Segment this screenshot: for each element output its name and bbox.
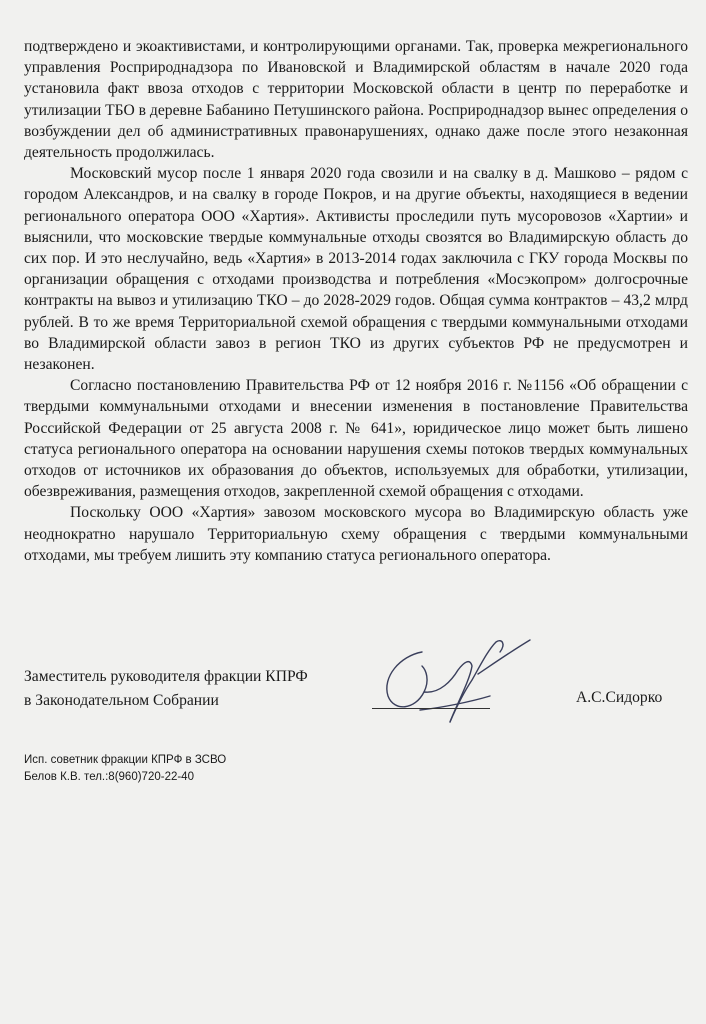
letter-body [24, 36, 688, 566]
executor-line-1: Исп. советник фракции КПРФ в ЗСВО [24, 754, 227, 766]
paragraph-1: подтверждено и экоактивистами, и контролирующими органами. Так, проверка межрегионального управления Росприроднадзора по Ивановской и Владимирской областям в начале 2020 года установила факт ввоза отходов с территории Московской области в центр по переработке и утилизации ТБО в деревне Бабанино Петушинского района. Росприроднадзор вынес определения о возбуждении дел об административных правонарушениях, однако даже после этого незаконная деятельность продолжилась. [24, 38, 688, 162]
executor-line-2: Белов К.В. тел.:8(960)720-22-40 [24, 771, 194, 783]
signature-line [372, 708, 490, 709]
paragraph-3: Согласно постановлению Правительства РФ от 12 ноября 2016 г. №1156 «Об обращении с твердыми коммунальными отходами и внесении изменения в постановление Правительства Российской Федерации от 25 августа 2008 г. № 641», юридическое лицо может быть лишено статуса регионального оператора на основании нарушения схемы потоков твердых коммунальных отходов от источников их образования до объектов, используемых для обработки, утилизации, обезвреживания, размещения отходов, закрепленной схемой обращения с отходами. [24, 377, 688, 501]
signatory-title-line-2: в Законодательном Собрании [24, 692, 219, 709]
signatory-title [24, 665, 308, 713]
executor-info [24, 752, 226, 786]
handwritten-signature [360, 622, 600, 732]
signatory-name: А.С.Сидорко [576, 689, 663, 706]
paragraph-2: Московский мусор после 1 января 2020 года свозили и на свалку в д. Машково – рядом с городом Александров, и на свалку в городе Покров, и на другие объекты, находящиеся в ведении регионального оператора ООО «Хартия». Активисты проследили путь мусоровозов «Хартии» и выяснили, что московские твердые коммунальные отходы свозятся во Владимирскую область до сих пор. И это неслучайно, ведь «Хартия» в 2013-2014 годах заключила с ГКУ города Москвы по организации обращения с отходами производства и потребления «Мосэкопром» долгосрочные контракты на вывоз и утилизацию ТКО – до 2028-2029 годов. Общая сумма контрактов – 43,2 млрд рублей. В то же время Территориальной схемой обращения с твердыми коммунальными отходами во Владимирской области завоз в регион ТКО из других субъектов РФ не предусмотрен и незаконен. [24, 165, 688, 374]
signatory-title-line-1: Заместитель руководителя фракции КПРФ [24, 668, 308, 685]
paragraph-4: Поскольку ООО «Хартия» завозом московского мусора во Владимирскую область уже неоднократно нарушало Территориальную схему обращения с твердыми коммунальными отходами, мы требуем лишить эту компанию статуса регионального оператора. [24, 504, 688, 564]
